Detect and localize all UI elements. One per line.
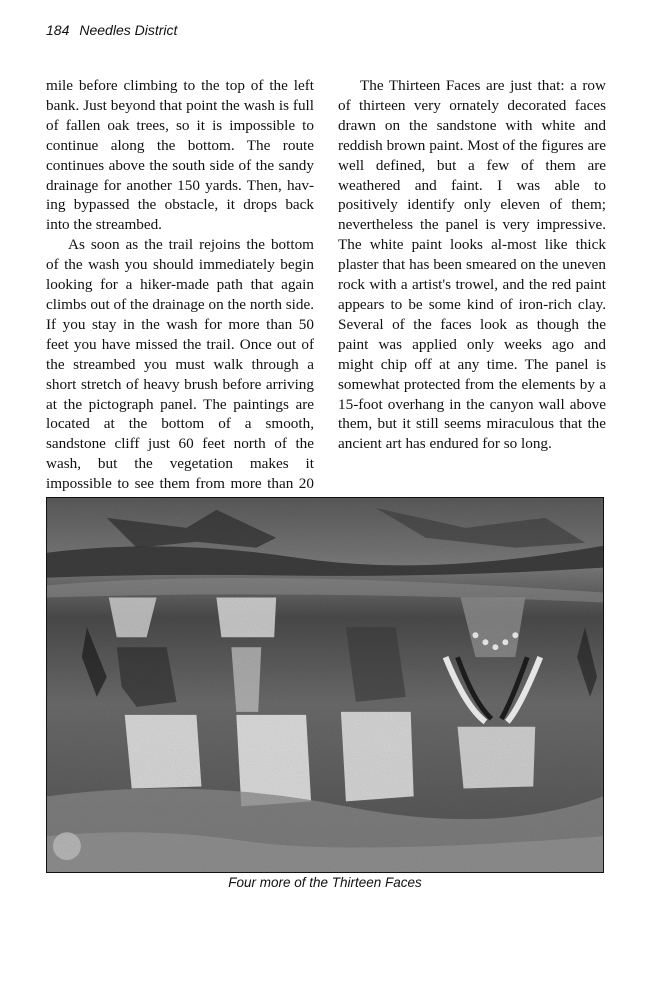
pictograph-photo — [46, 497, 604, 873]
paragraph: As soon as the trail rejoins the bottom of the wash you should immediately begin looking for a hiker-made path that again climbs out of the drainage on the north side. If you stay in the wash for more than 50 feet you have missed the trail. Once out of the streambed you must walk through a short stretch of heavy brush before arriving at the pictograph panel. The paintings are located at the bottom of a smooth, sandstone cliff just 60 feet north of the wash, but the vegetation makes it impossible to see them from more than 20 — [46, 236, 314, 493]
paragraph: mile before climbing to the top of the left bank. Just beyond that point the wash is full of fallen oak trees, so it is impossible to continue along the bottom. The route continues above the south side of the sandy drainage for another 150 yards. Then, hav-ing bypassed the obstacle, it drops back into the streambed. — [46, 77, 314, 234]
text-column-right — [338, 76, 606, 454]
pictograph-illustration — [47, 498, 603, 872]
running-header — [46, 22, 177, 38]
section-title: Needles District — [79, 22, 178, 38]
page-number: 184 — [46, 22, 70, 38]
text-column-left — [46, 76, 314, 514]
figure-caption: Four more of the Thirteen Faces — [228, 875, 422, 890]
paragraph: The Thirteen Faces are just that: a row of thirteen very ornately decorated faces drawn on the sandstone with white and reddish brown paint. Most of the figures are well defined, but a few of them are weathered and faint. I was able to positively identify only eleven of them; nevertheless the panel is very impressive. The white paint looks al-most like thick plaster that has been smeared on the uneven rock with a artist's trowel, and the red paint appears to be some kind of iron-rich clay. Several of the faces look as though the paint was applied only weeks ago and might chip off at any time. The panel is somewhat protected from the elements by a 15-foot overhang in the canyon wall above them, but it still seems miraculous that the ancient art has endured for so long. — [338, 77, 606, 453]
